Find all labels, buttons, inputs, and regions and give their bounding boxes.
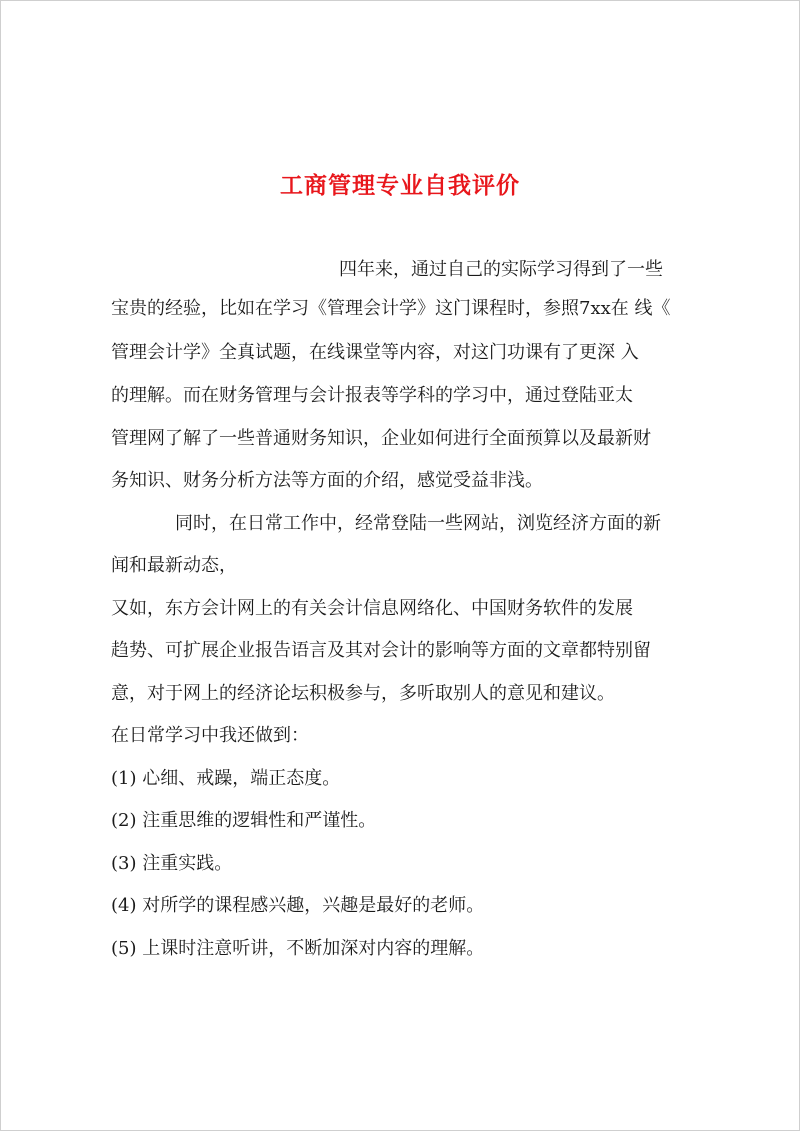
paragraph-line: 四年来，通过自己的实际学习得到了一些 <box>339 259 663 280</box>
list-item: (4) 对所学的课程感兴趣，兴趣是最好的老师。 <box>111 895 485 916</box>
paragraph-line: 的理解。而在财务管理与会计报表等学科的学习中，通过登陆亚太 <box>111 385 633 406</box>
paragraph-line: 同时，在日常工作中，经常登陆一些网站，浏览经济方面的新 <box>175 513 661 534</box>
list-item: (3) 注重实践。 <box>111 853 233 874</box>
paragraph-line: 宝贵的经验，比如在学习《管理会计学》这门课程时，参照7xx在 线《 <box>111 298 671 319</box>
paragraph-line: 管理会计学》全真试题，在线课堂等内容，对这门功课有了更深 入 <box>111 342 639 363</box>
paragraph-line: 趋势、可扩展企业报告语言及其对会计的影响等方面的文章都特别留 <box>111 640 651 661</box>
list-item: (2) 注重思维的逻辑性和严谨性。 <box>111 810 377 831</box>
list-item: (1) 心细、戒躁，端正态度。 <box>111 768 341 789</box>
paragraph-line: 管理网了解了一些普通财务知识，企业如何进行全面预算以及最新财 <box>111 428 651 449</box>
paragraph-line: 务知识、财务分析方法等方面的介绍，感觉受益非浅。 <box>111 470 543 491</box>
document-title: 工商管理专业自我评价 <box>280 172 520 199</box>
paragraph-line: 在日常学习中我还做到： <box>111 725 309 746</box>
paragraph-line: 闻和最新动态， <box>111 555 237 576</box>
list-item: (5) 上课时注意听讲，不断加深对内容的理解。 <box>111 938 485 959</box>
paragraph-line: 又如，东方会计网上的有关会计信息网络化、中国财务软件的发展 <box>111 598 633 619</box>
paragraph-line: 意，对于网上的经济论坛积极参与，多听取别人的意见和建议。 <box>111 683 615 704</box>
